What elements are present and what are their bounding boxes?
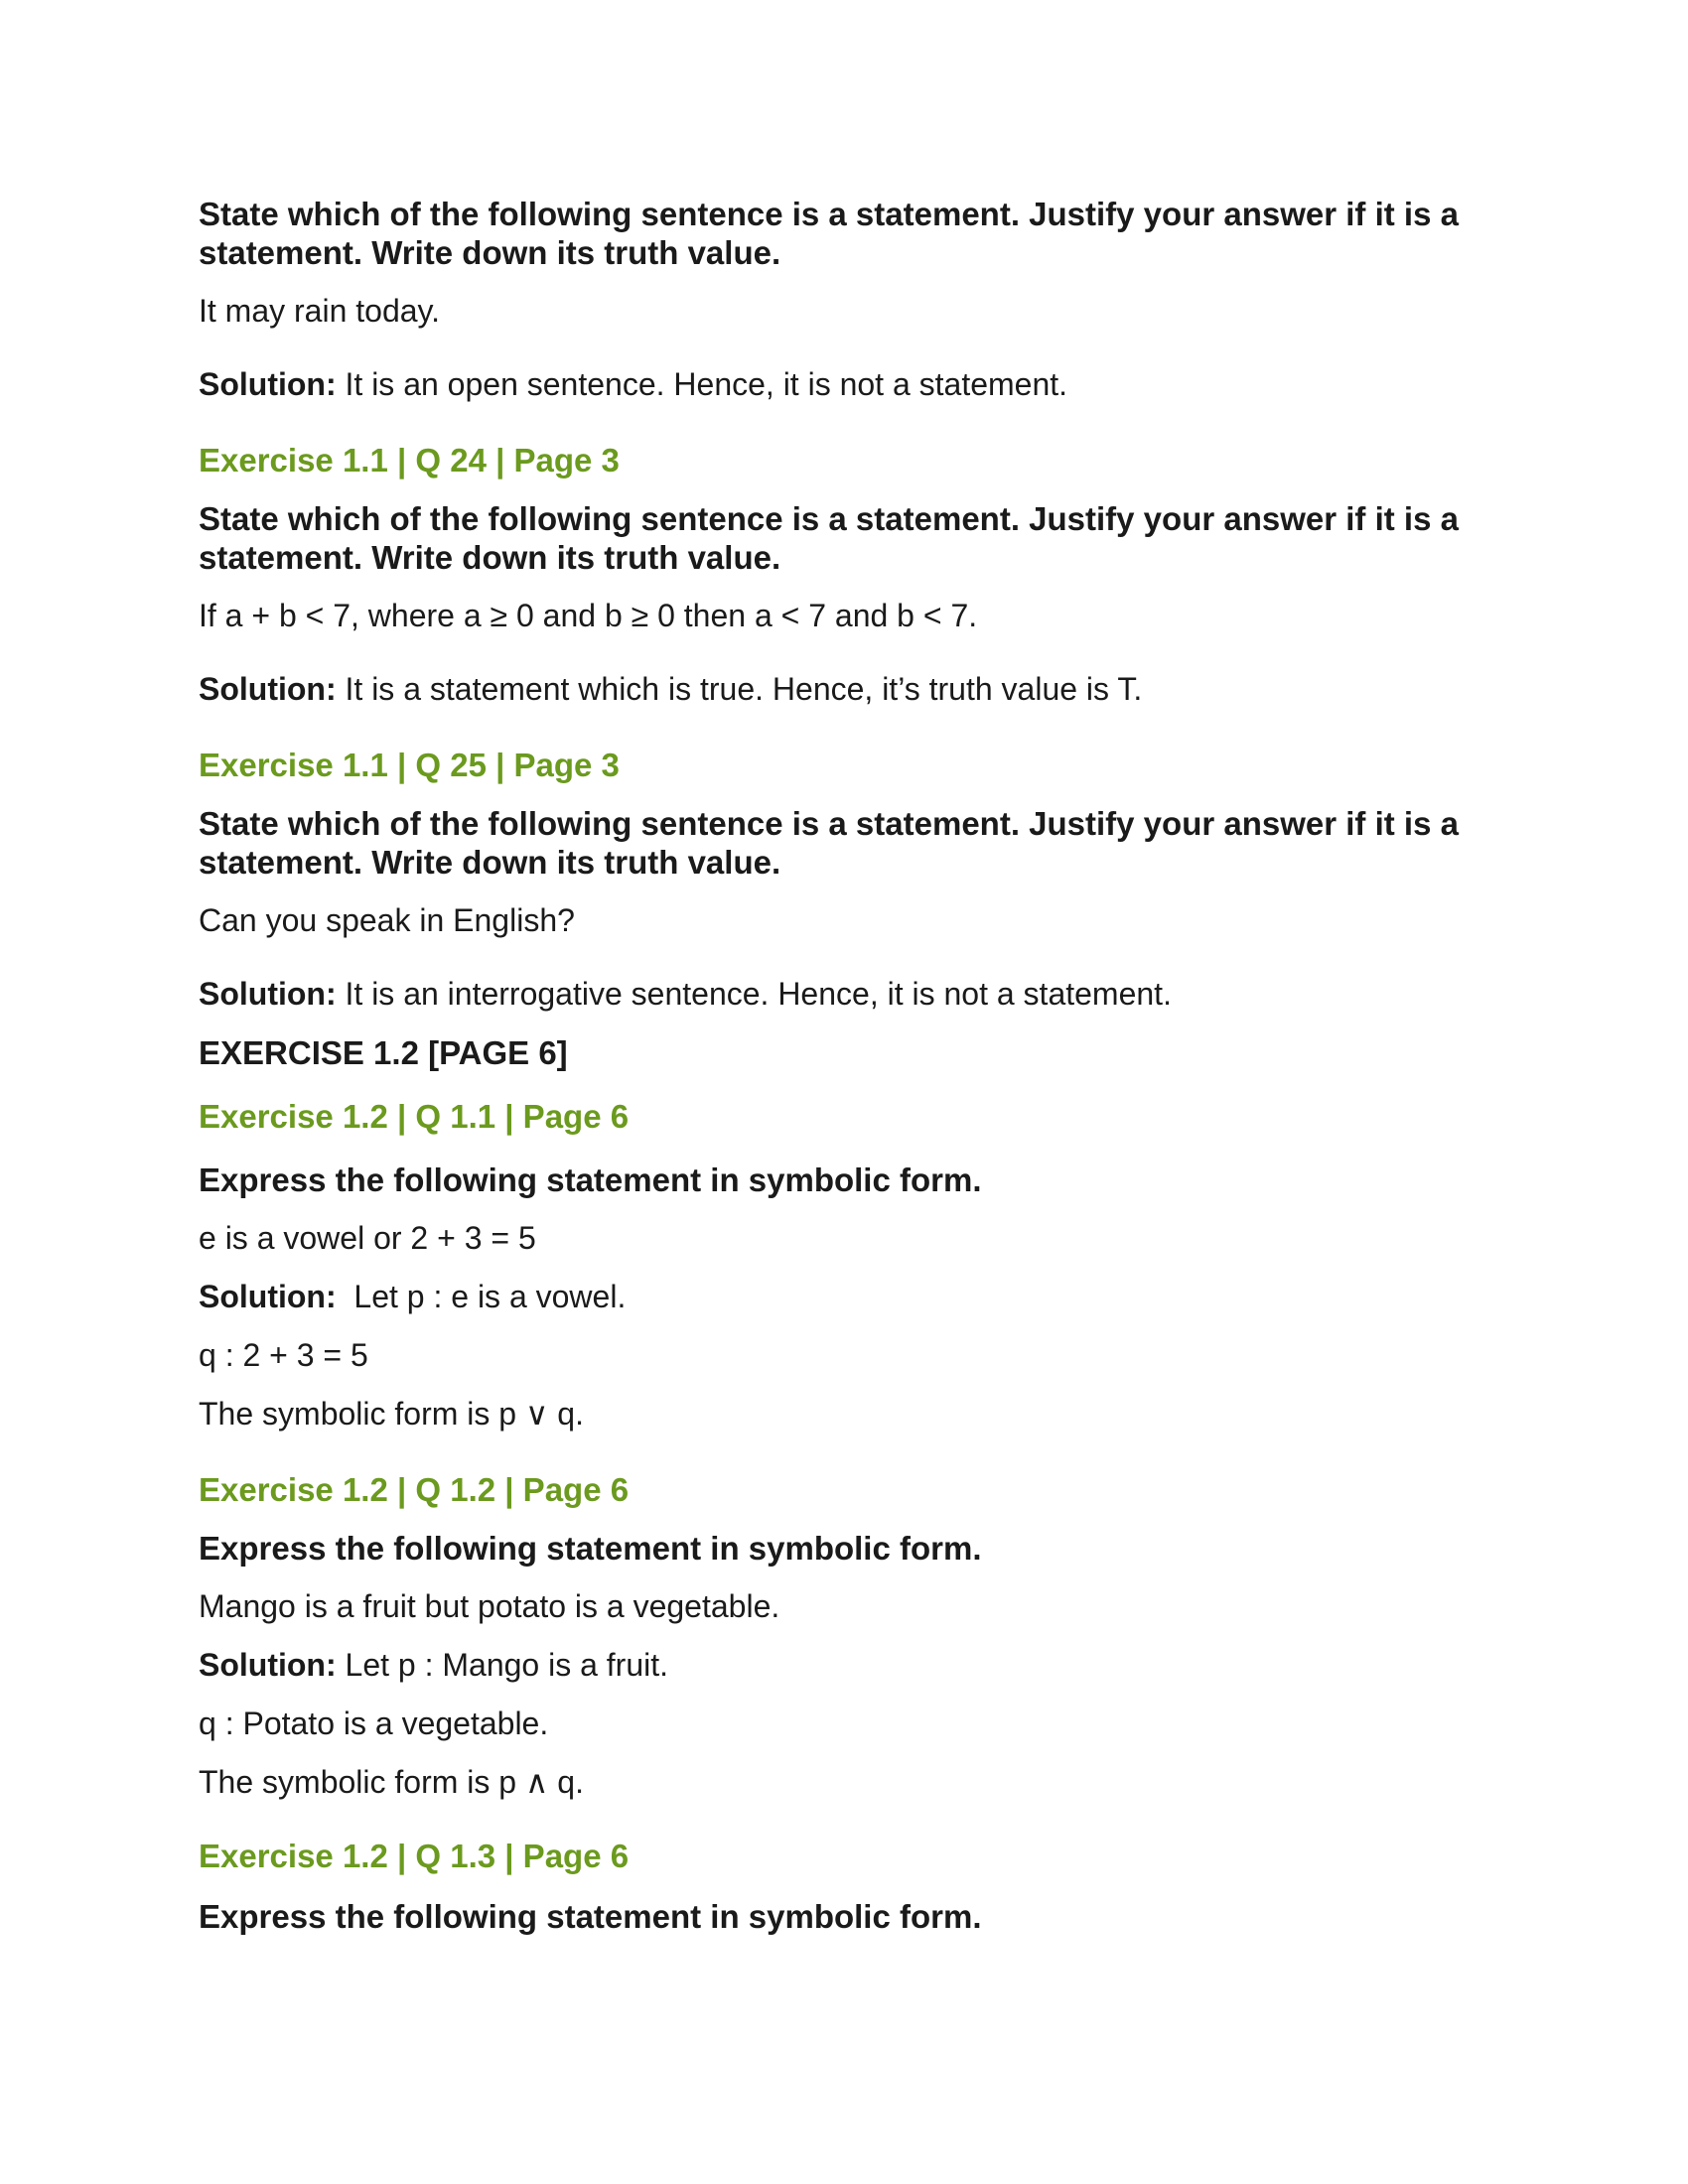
solution-line <box>199 1278 1489 1316</box>
solution-line: The symbolic form is p ∨ q. <box>199 1396 584 1432</box>
question-text: Express the following statement in symbolic form. <box>199 1898 982 1935</box>
solution-line: q : 2 + 3 = 5 <box>199 1337 368 1373</box>
question-sentence: Mango is a fruit but potato is a vegetable. <box>199 1588 780 1624</box>
solution-label: Solution: <box>199 1647 337 1683</box>
question-text: Express the following statement in symbolic form. <box>199 1530 982 1567</box>
exercise-heading: Exercise 1.1 | Q 24 | Page 3 <box>199 442 620 478</box>
solution-text: It is a statement which is true. Hence, it’s truth value is T. <box>336 671 1143 707</box>
solution-label: Solution: <box>199 671 337 707</box>
solution-line <box>199 365 1489 404</box>
solution-line: The symbolic form is p ∧ q. <box>199 1764 584 1800</box>
exercise-heading: Exercise 1.1 | Q 25 | Page 3 <box>199 747 620 783</box>
solution-label: Solution: <box>199 366 337 402</box>
exercise-heading: Exercise 1.2 | Q 1.1 | Page 6 <box>199 1098 630 1135</box>
solution-line: q : Potato is a vegetable. <box>199 1706 549 1741</box>
question-sentence: e is a vowel or 2 + 3 = 5 <box>199 1220 536 1256</box>
question-sentence: Can you speak in English? <box>199 902 575 938</box>
solution-label: Solution: <box>199 976 337 1012</box>
question-text: State which of the following sentence is a statement. Justify your answer if it is a statement. Write down its truth value. <box>199 196 1459 271</box>
solution-text: Let p : Mango is a fruit. <box>336 1647 669 1683</box>
exercise-heading: Exercise 1.2 | Q 1.3 | Page 6 <box>199 1838 630 1874</box>
solution-label: Solution: <box>199 1279 337 1314</box>
solution-text: It is an interrogative sentence. Hence, it is not a statement. <box>336 976 1172 1012</box>
question-text: State which of the following sentence is a statement. Justify your answer if it is a statement. Write down its truth value. <box>199 805 1459 881</box>
solution-line <box>199 1646 1489 1685</box>
question-text: Express the following statement in symbolic form. <box>199 1161 982 1198</box>
exercise-heading: Exercise 1.2 | Q 1.2 | Page 6 <box>199 1471 630 1508</box>
question-sentence: If a + b < 7, where a ≥ 0 and b ≥ 0 then a < 7 and b < 7. <box>199 598 978 633</box>
question-sentence: It may rain today. <box>199 293 441 329</box>
document-page <box>199 195 1489 1936</box>
solution-text: Let p : e is a vowel. <box>336 1279 627 1314</box>
solution-line <box>199 975 1489 1014</box>
solution-line <box>199 670 1489 709</box>
solution-text: It is an open sentence. Hence, it is not a statement. <box>336 366 1068 402</box>
question-text: State which of the following sentence is a statement. Justify your answer if it is a statement. Write down its truth value. <box>199 500 1459 576</box>
section-heading: EXERCISE 1.2 [PAGE 6] <box>199 1034 568 1071</box>
